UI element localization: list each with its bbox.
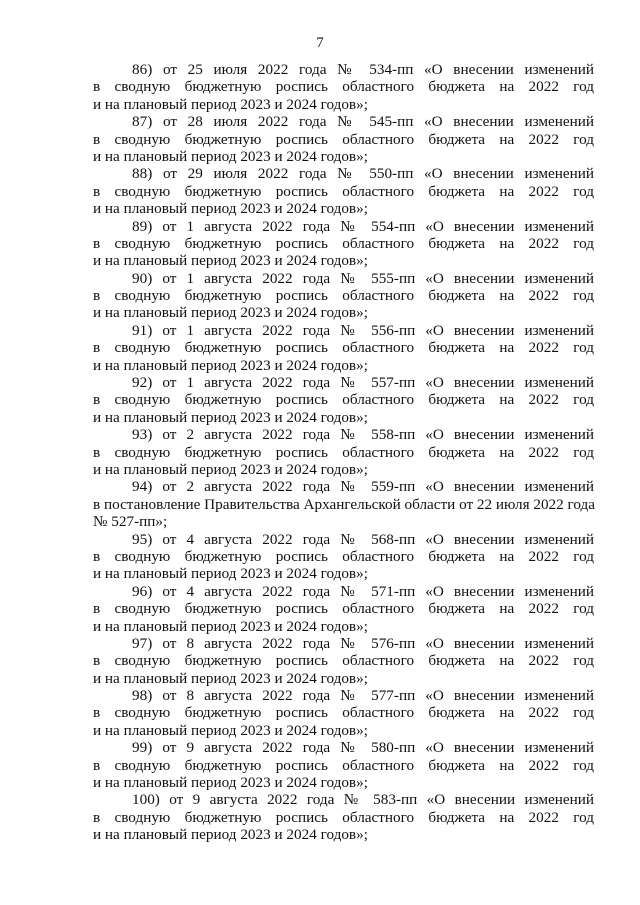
item-second-line: в сводную бюджетную роспись областного бюджета на 2022 год	[93, 130, 594, 148]
item-first-line: 97) от 8 августа 2022 года № 576-пп «О внесении изменений	[132, 634, 594, 652]
item-last-line: и на плановый период 2023 и 2024 годов»;	[93, 774, 368, 792]
list-item	[93, 687, 594, 739]
item-first-line: 88) от 29 июля 2022 года № 550-пп «О внесении изменений	[132, 165, 594, 183]
list-item	[93, 791, 594, 843]
item-second-line: в сводную бюджетную роспись областного бюджета на 2022 год	[93, 78, 594, 96]
item-second-line: в сводную бюджетную роспись областного бюджета на 2022 год	[93, 287, 594, 305]
item-first-line: 91) от 1 августа 2022 года № 556-пп «О внесении изменений	[132, 321, 594, 339]
item-last-line: и на плановый период 2023 и 2024 годов»;	[93, 408, 368, 426]
list-item	[93, 322, 594, 374]
item-first-line: 89) от 1 августа 2022 года № 554-пп «О внесении изменений	[132, 217, 594, 235]
item-first-line: 93) от 2 августа 2022 года № 558-пп «О внесении изменений	[132, 426, 594, 444]
item-second-line: в сводную бюджетную роспись областного бюджета на 2022 год	[93, 808, 594, 826]
item-second-line: в сводную бюджетную роспись областного бюджета на 2022 год	[93, 652, 594, 670]
item-second-line: в сводную бюджетную роспись областного бюджета на 2022 год	[93, 756, 594, 774]
item-last-line: и на плановый период 2023 и 2024 годов»;	[93, 826, 368, 844]
list-item	[93, 165, 594, 217]
item-second-line: в сводную бюджетную роспись областного бюджета на 2022 год	[93, 234, 594, 252]
list-item	[93, 426, 594, 478]
item-first-line: 90) от 1 августа 2022 года № 555-пп «О внесении изменений	[132, 269, 594, 287]
item-last-line: и на плановый период 2023 и 2024 годов»;	[93, 356, 368, 374]
list-item	[93, 635, 594, 687]
item-last-line: и на плановый период 2023 и 2024 годов»;	[93, 304, 368, 322]
item-last-line: и на плановый период 2023 и 2024 годов»;	[93, 669, 368, 687]
item-last-line: и на плановый период 2023 и 2024 годов»;	[93, 147, 368, 165]
item-first-line: 95) от 4 августа 2022 года № 568-пп «О внесении изменений	[132, 530, 594, 548]
list-item	[93, 739, 594, 791]
list-item	[93, 218, 594, 270]
item-second-line: в сводную бюджетную роспись областного бюджета на 2022 год	[93, 182, 594, 200]
item-last-line: и на плановый период 2023 и 2024 годов»;	[93, 617, 368, 635]
item-first-line: 87) от 28 июля 2022 года № 545-пп «О внесении изменений	[132, 113, 594, 131]
item-second-line: в постановление Правительства Архангельской области от 22 июля 2022 года	[93, 495, 595, 513]
list-item	[93, 270, 594, 322]
list-item	[93, 583, 594, 635]
list-item	[93, 113, 594, 165]
item-second-line: в сводную бюджетную роспись областного бюджета на 2022 год	[93, 600, 594, 618]
item-second-line: в сводную бюджетную роспись областного бюджета на 2022 год	[93, 547, 594, 565]
item-first-line: 92) от 1 августа 2022 года № 557-пп «О внесении изменений	[132, 374, 594, 392]
item-first-line: 100) от 9 августа 2022 года № 583-пп «О внесении изменений	[132, 791, 594, 809]
item-first-line: 96) от 4 августа 2022 года № 571-пп «О внесении изменений	[132, 582, 594, 600]
list-item	[93, 61, 594, 113]
list-item	[93, 478, 594, 530]
item-last-line: и на плановый период 2023 и 2024 годов»;	[93, 460, 368, 478]
item-first-line: 98) от 8 августа 2022 года № 577-пп «О внесении изменений	[132, 687, 594, 705]
list-item	[93, 531, 594, 583]
item-second-line: в сводную бюджетную роспись областного бюджета на 2022 год	[93, 391, 594, 409]
item-last-line: и на плановый период 2023 и 2024 годов»;	[93, 721, 368, 739]
list-item	[93, 374, 594, 426]
item-first-line: 86) от 25 июля 2022 года № 534-пп «О внесении изменений	[132, 61, 594, 78]
item-second-line: в сводную бюджетную роспись областного бюджета на 2022 год	[93, 339, 594, 357]
item-first-line: 94) от 2 августа 2022 года № 559-пп «О внесении изменений	[132, 478, 594, 496]
document-body	[93, 61, 594, 844]
item-last-line: и на плановый период 2023 и 2024 годов»;	[93, 95, 368, 113]
item-second-line: в сводную бюджетную роспись областного бюджета на 2022 год	[93, 443, 594, 461]
item-last-line: и на плановый период 2023 и 2024 годов»;	[93, 565, 368, 583]
item-first-line: 99) от 9 августа 2022 года № 580-пп «О внесении изменений	[132, 739, 594, 757]
item-last-line: и на плановый период 2023 и 2024 годов»;	[93, 200, 368, 218]
item-second-line: в сводную бюджетную роспись областного бюджета на 2022 год	[93, 704, 594, 722]
page-number: 7	[316, 35, 324, 51]
item-last-line: № 527-пп»;	[93, 513, 168, 531]
item-last-line: и на плановый период 2023 и 2024 годов»;	[93, 252, 368, 270]
